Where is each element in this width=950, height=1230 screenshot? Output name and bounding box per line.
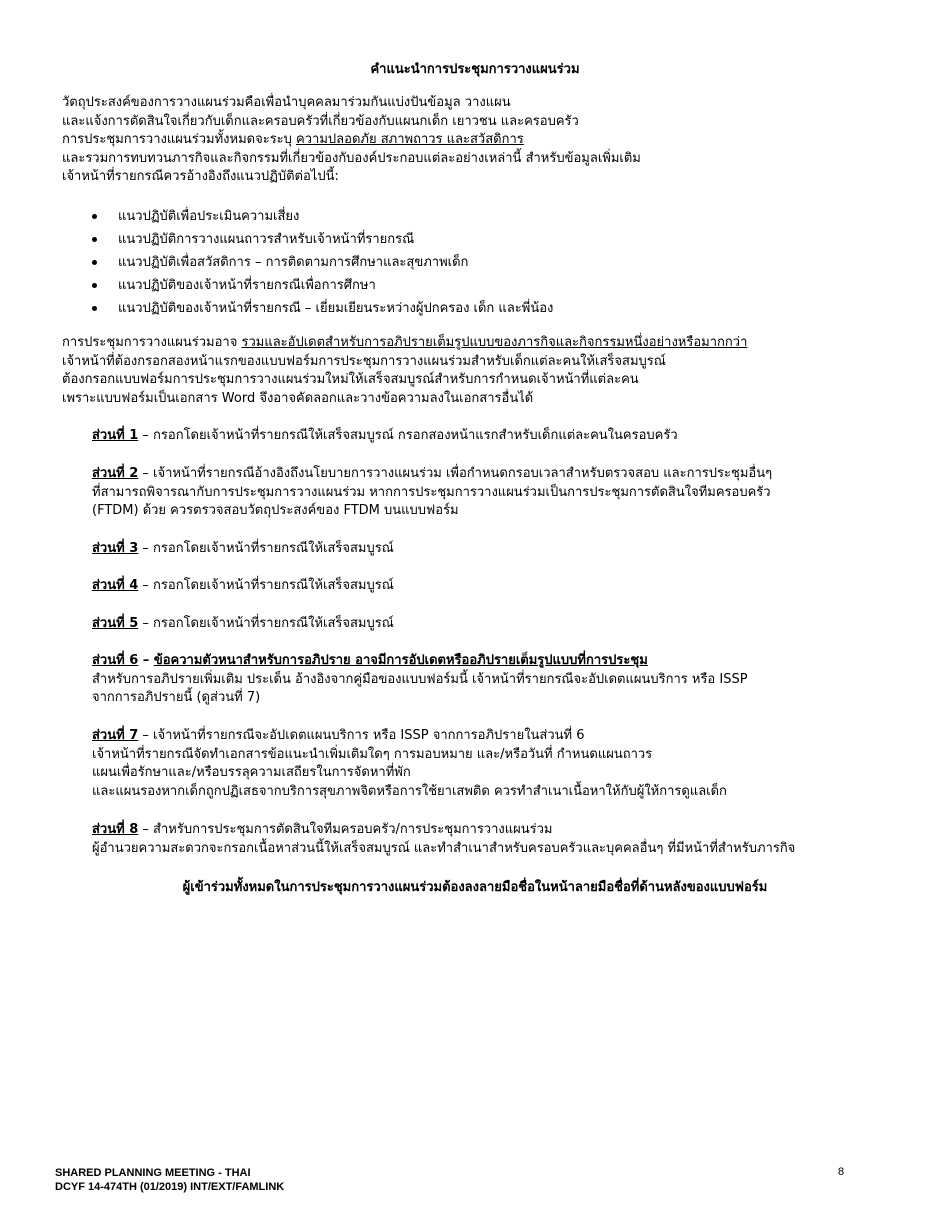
list-item-text: แนวปฏิบัติของเจ้าหน้าที่รายกรณีเพื่อการศึกษา bbox=[118, 278, 376, 293]
list-item-text: แนวปฏิบัติเพื่อประเมินความเสี่ยง bbox=[118, 209, 300, 224]
section-2-label: ส่วนที่ 2 bbox=[92, 466, 139, 481]
footer-form-title: SHARED PLANNING MEETING - THAI bbox=[55, 1167, 251, 1179]
section-1-text: – กรอกโดยเจ้าหน้าที่รายกรณีให้เสร็จสมบูรณ์ กรอกสองหน้าแรกสำหรับเด็กแต่ละคนในครอบครัว bbox=[138, 428, 678, 443]
footer-form-code: DCYF 14-474TH (01/2019) INT/EXT/FAMLINK bbox=[55, 1181, 285, 1193]
section-5-text: – กรอกโดยเจ้าหน้าที่รายกรณีให้เสร็จสมบูรณ์ bbox=[138, 616, 394, 631]
section-1 bbox=[92, 427, 932, 446]
section-1-label: ส่วนที่ 1 bbox=[92, 428, 139, 443]
list-item bbox=[92, 297, 553, 320]
intro-line-3 bbox=[62, 131, 922, 150]
section-6 bbox=[92, 652, 932, 708]
intro-line-3-prefix: การประชุมการวางแผนร่วมทั้งหมดจะระบุ bbox=[62, 132, 297, 147]
list-item-text: แนวปฏิบัติการวางแผนถาวรสำหรับเจ้าหน้าที่รายกรณี bbox=[118, 232, 415, 247]
intro-line-4: และรวมการทบทวนภารกิจและกิจกรรมที่เกี่ยวข้องกับองค์ประกอบแต่ละอย่างเหล่านี้ สำหรับข้อมูลเพิ่มเติม bbox=[62, 150, 641, 166]
section-3 bbox=[92, 540, 932, 559]
meeting-line-4: เพราะแบบฟอร์มเป็นเอกสาร Word จึงอาจคัดลอกและวางข้อความลงในเอกสารอื่นได้ bbox=[62, 390, 534, 406]
page-title: คำแนะนำการประชุมการวางแผนร่วม bbox=[370, 62, 580, 77]
form-footer bbox=[55, 1166, 284, 1194]
list-item-text: แนวปฏิบัติเพื่อสวัสดิการ – การติดตามการศึกษาและสุขภาพเด็ก bbox=[118, 255, 469, 270]
section-7-line-2: เจ้าหน้าที่รายกรณีจัดทำเอกสารข้อแนะนำเพิ่มเติมใดๆ การมอบหมาย และ/หรือวันที่ กำหนดแผนถาวร bbox=[92, 746, 653, 762]
section-7-label: ส่วนที่ 7 bbox=[92, 728, 139, 743]
section-3-text: – กรอกโดยเจ้าหน้าที่รายกรณีให้เสร็จสมบูรณ์ bbox=[138, 541, 394, 556]
list-item bbox=[92, 251, 553, 274]
section-8 bbox=[92, 821, 932, 858]
signature-requirement: ผู้เข้าร่วมทั้งหมดในการประชุมการวางแผนร่วมต้องลงลายมือชื่อในหน้าลายมือชื่อที่ด้านหลังของแบบฟอร์ม bbox=[182, 880, 768, 895]
list-item bbox=[92, 205, 553, 228]
section-2-line-1: – เจ้าหน้าที่รายกรณีอ้างอิงถึงนโยบายการวางแผนร่วม เพื่อกำหนดกรอบเวลาสำหรับตรวจสอบ และการประชุมอื่นๆ bbox=[138, 466, 773, 481]
meeting-line-1 bbox=[62, 334, 922, 353]
section-2 bbox=[92, 465, 932, 521]
section-2-line-2: ที่สามารถพิจารณากับการประชุมการวางแผนร่วม หากการประชุมการวางแผนร่วมเป็นการประชุมการตัดสินใจทีมครอบครัว bbox=[92, 484, 771, 500]
intro-line-1: วัตถุประสงค์ของการวางแผนร่วมคือเพื่อนำบุคคลมาร่วมกันแบ่งปันข้อมูล วางแผน bbox=[62, 95, 511, 110]
bullet-icon bbox=[92, 283, 97, 288]
bullet-icon bbox=[92, 214, 97, 219]
list-item bbox=[92, 274, 553, 297]
section-4-label: ส่วนที่ 4 bbox=[92, 578, 139, 593]
section-7 bbox=[92, 727, 932, 801]
list-item-text: แนวปฏิบัติของเจ้าหน้าที่รายกรณี – เยี่ยมเยียนระหว่างผู้ปกครอง เด็ก และพี่น้อง bbox=[118, 301, 554, 316]
meeting-paragraph bbox=[62, 334, 922, 408]
intro-line-5: เจ้าหน้าที่รายกรณีควรอ้างอิงถึงแนวปฏิบัติต่อไปนี้: bbox=[62, 169, 339, 184]
section-2-line-3: (FTDM) ด้วย ควรตรวจสอบวัตถุประสงค์ของ FTDM บนแบบฟอร์ม bbox=[92, 503, 459, 518]
section-8-line-2: ผู้อำนวยความสะดวกจะกรอกเนื้อหาส่วนนี้ให้เสร็จสมบูรณ์ และทำสำเนาสำหรับครอบครัวและบุคคลอื่นๆ ที่มีหน้าที่สำหรับภารกิจ bbox=[92, 840, 796, 856]
list-item bbox=[92, 228, 553, 251]
section-8-label: ส่วนที่ 8 bbox=[92, 822, 139, 837]
meeting-update-note: รวมและอัปเดตสำหรับการอภิปรายเต็มรูปแบบของภารกิจและกิจกรรมหนึ่งอย่างหรือมากกว่า bbox=[241, 335, 748, 350]
section-7-line-3: แผนเพื่อรักษาและ/หรือบรรลุความเสถียรในการจัดหาที่พัก bbox=[92, 765, 411, 780]
section-4 bbox=[92, 577, 932, 596]
meeting-line-3: ต้องกรอกแบบฟอร์มการประชุมการวางแผนร่วมใหม่ให้เสร็จสมบูรณ์สำหรับการกำหนดเจ้าหน้าที่แต่ละคน bbox=[62, 372, 639, 387]
bullet-icon bbox=[92, 237, 97, 242]
guidelines-list bbox=[92, 205, 553, 320]
section-6-line-3: จากการอภิปรายนี้ (ดูส่วนที่ 7) bbox=[92, 690, 261, 705]
intro-key-elements: ความปลอดภัย สภาพถาวร และสวัสดิการ bbox=[296, 132, 524, 147]
section-8-line-1: – สำหรับการประชุมการตัดสินใจทีมครอบครัว/การประชุมการวางแผนร่วม bbox=[138, 822, 553, 837]
section-7-line-4: และแผนรองหากเด็กถูกปฏิเสธจากบริการสุขภาพจิตหรือการใช้ยาเสพติด ควรทำสำเนาเนื้อหาให้กับผู้ให้การดูแลเด็ก bbox=[92, 783, 727, 799]
intro-line-2: และแจ้งการตัดสินใจเกี่ยวกับเด็กและครอบครัวที่เกี่ยวข้องกับแผนกเด็ก เยาวชน และครอบครัว bbox=[62, 113, 579, 129]
section-6-label: ส่วนที่ 6 bbox=[92, 653, 139, 668]
section-6-line-2: สำหรับการอภิปรายเพิ่มเติม ประเด็น อ้างอิงจากคู่มือของแบบฟอร์มนี้ เจ้าหน้าที่รายกรณีจะอัปเดตแผนบริการ หรือ ISSP bbox=[92, 671, 748, 687]
section-3-label: ส่วนที่ 3 bbox=[92, 541, 139, 556]
bullet-icon bbox=[92, 260, 97, 265]
meeting-line-1-prefix: การประชุมการวางแผนร่วมอาจ bbox=[62, 335, 242, 350]
section-6-dash: – bbox=[138, 653, 154, 668]
bullet-icon bbox=[92, 306, 97, 311]
section-5-label: ส่วนที่ 5 bbox=[92, 616, 139, 631]
section-7-line-1: – เจ้าหน้าที่รายกรณีจะอัปเดตแผนบริการ หรือ ISSP จากการอภิปรายในส่วนที่ 6 bbox=[138, 728, 585, 743]
section-6-heading: ข้อความตัวหนาสำหรับการอภิปราย อาจมีการอัปเดตหรืออภิปรายเต็มรูปแบบที่การประชุม bbox=[153, 653, 648, 668]
intro-paragraph bbox=[62, 94, 922, 187]
page-number: 8 bbox=[838, 1166, 845, 1178]
section-4-text: – กรอกโดยเจ้าหน้าที่รายกรณีให้เสร็จสมบูรณ์ bbox=[138, 578, 394, 593]
meeting-line-2: เจ้าหน้าที่ต้องกรอกสองหน้าแรกของแบบฟอร์มการประชุมการวางแผนร่วมสำหรับเด็กแต่ละคนให้เสร็จสมบูรณ์ bbox=[62, 353, 666, 369]
section-5 bbox=[92, 615, 932, 634]
